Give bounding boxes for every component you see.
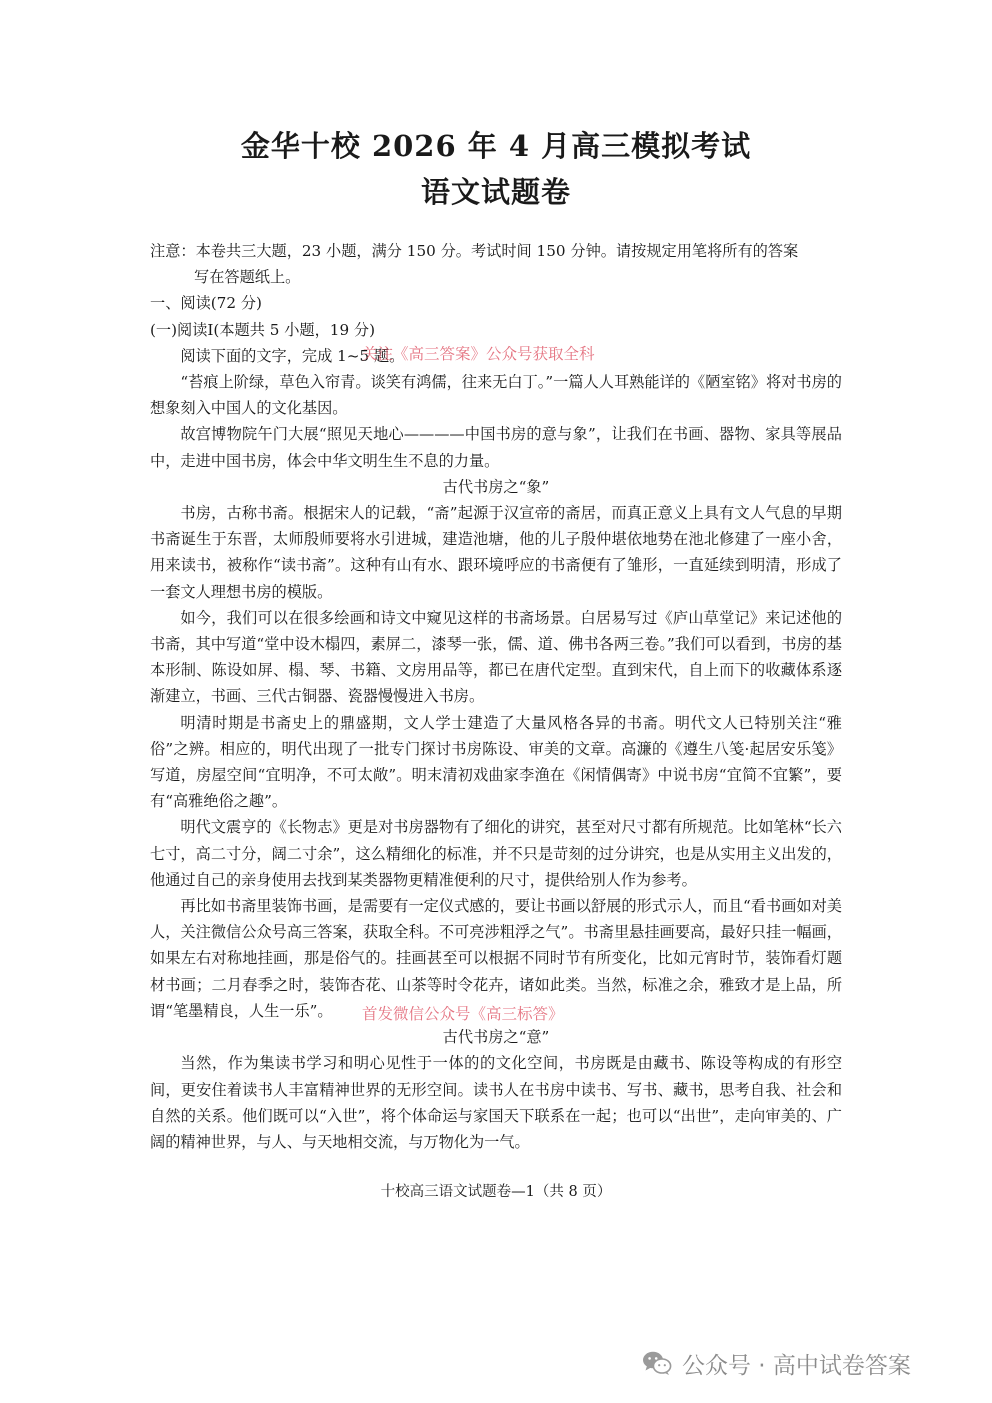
paragraph-8: 当然，作为集读书学习和明心见性于一体的的文化空间，书房既是由藏书、陈设等构成的有形空间，更安住着读书人丰富精神世界的无形空间。读书人在书房中读书、写书、藏书，思考自我、社会和自然的关系。他们既可以“入世”，将个体命运与家国天下联系在一起；也可以“出世”，走向审美的、广阔的精神世界，与人、与天地相交流，与万物化为一气。 (150, 1054, 842, 1151)
page-footer: 十校高三语文试题卷—1（共 8 页） (380, 1184, 612, 1200)
notice-line-2: 写在答题纸上。 (194, 268, 301, 287)
exam-subtitle: 语文试题卷 (420, 175, 571, 209)
wechat-icon (642, 1350, 672, 1376)
watermark-top: 关注《高三答案》公众号获取全科 (362, 345, 595, 363)
paragraph-1: “苔痕上阶绿，草色入帘青。谈笑有鸿儒，往来无白丁。”一篇人人耳熟能详的《陋室铭》将对书房的想象刻入中国人的文化基因。 (150, 373, 842, 418)
sub-section-heading: (一)阅读Ⅰ(本题共 5 小题，19 分) (150, 320, 376, 339)
passage-heading-xiang: 古代书房之“象” (442, 477, 550, 496)
notice-line-1: 注意：本卷共三大题，23 小题，满分 150 分。考试时间 150 分钟。请按规定用笔将所有的答案 (150, 242, 799, 260)
wechat-account-label: 公众号 · 高中试卷答案 (682, 1352, 911, 1379)
paragraph-4: 如今，我们可以在很多绘画和诗文中窥见这样的书斋场景。白居易写过《庐山草堂记》来记述他的书斋，其中写道“堂中设木榻四，素屏二，漆琴一张，儒、道、佛书各两三卷。”我们可以看到，书房的基本形制、陈设如屏、榻、琴、书籍、文房用品等，都已在唐代定型。直到宋代，自上而下的收藏体系逐渐建立，书画、三代古铜器、瓷器慢慢进入书房。 (150, 608, 842, 706)
passage-heading-yi: 古代书房之“意” (442, 1028, 550, 1047)
paragraph-5: 明清时期是书斋史上的鼎盛期，文人学士建造了大量风格各异的书斋。明代文人已特别关注“雅俗”之辨。相应的，明代出现了一批专门探讨书房陈设、审美的文章。高濂的《遵生八笺·起居安乐笺》写道，房屋空间“宜明净，不可太敞”。明末清初戏曲家李渔在《闲情偶寄》中说书房“宜简不宜繁”，要有“高雅绝俗之趣”。 (150, 713, 842, 811)
exam-title: 金华十校 2026 年 4 月高三模拟考试 (240, 129, 752, 163)
wechat-account-badge[interactable] (642, 1346, 911, 1380)
paragraph-2: 故宫博物院午门大展“照见天地心————中国书房的意与象”，让我们在书画、器物、家具等展品中，走进中国书房，体会中华文明生生不息的力量。 (150, 425, 842, 470)
paragraph-3: 书房，古称书斋。根据宋人的记载，“斋”起源于汉宣帝的斋居，而真正意义上具有文人气息的早期书斋诞生于东晋，太师殷师要将水引进城，建造池塘，他的儿子殷仲堪依地势在池北修建了一座小舍，用来读书，被称作“读书斋”。这种有山有水、跟环境呼应的书斋便有了雏形，一直延续到明清，形成了一套文人理想书房的模版。 (150, 504, 842, 601)
paragraph-7: 再比如书斋里装饰书画，是需要有一定仪式感的，要让书画以舒展的形式示人，而且“看书画如对美人，关注微信公众号高三答案，获取全科。不可亮涉粗浮之气”。书斋里悬挂画要高，最好只挂一幅画，如果左右对称地挂画，那是俗气的。挂画甚至可以根据不同时节有所变化，比如元宵时节，装饰看灯题材书画；二月春季之时，装饰杏花、山茶等时令花卉，诸如此类。当然，标准之余，雅致才是上品，所谓“笔墨精良，人生一乐”。 (150, 897, 842, 1020)
paragraph-6: 明代文震亨的《长物志》更是对书房器物有了细化的讲究，甚至对尺寸都有所规范。比如笔林“长六七寸，高二寸分，阔二寸余”，这么精细化的标准，并不只是苛刻的过分讲究，也是从实用主义出发的，他通过自己的亲身使用去找到某类器物更精准便利的尺寸，提供给别人作为参考。 (150, 818, 842, 889)
section-heading: 一、阅读(72 分) (150, 294, 262, 313)
watermark-bottom: 首发微信公众号《高三标答》 (362, 1005, 564, 1023)
reading-instruction: 阅读下面的文字，完成 1~5 题。 (180, 346, 405, 365)
